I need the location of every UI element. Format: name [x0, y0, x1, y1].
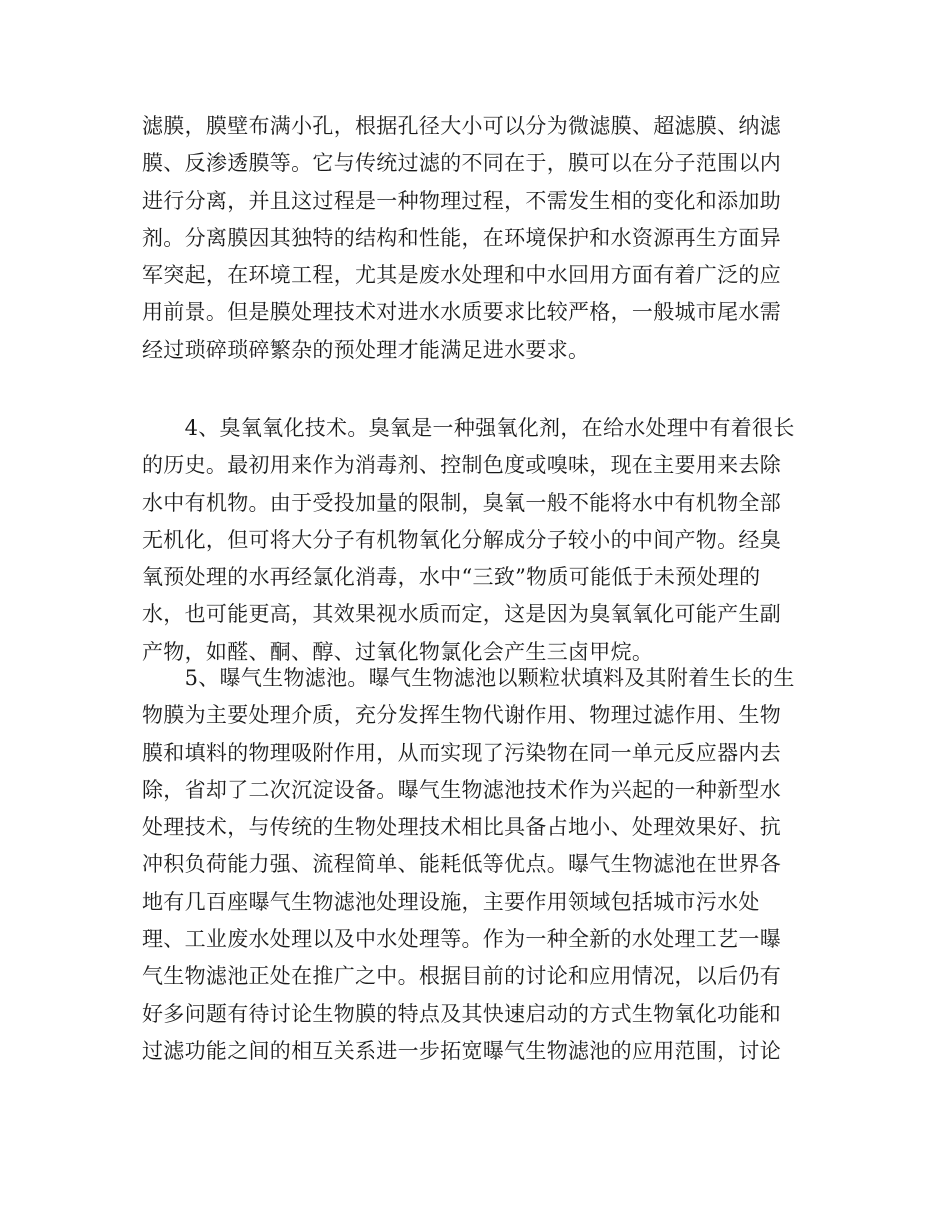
text-line: 进行分离，并且这过程是一种物理过程，不需发生相的变化和添加助 [142, 188, 781, 213]
text-line: 处理技术，与传统的生物处理技术相比具备占地小、处理效果好、抗 [142, 815, 781, 840]
text-line: 物膜为主要处理介质，充分发挥生物代谢作用、物理过滤作用、生物 [142, 703, 781, 728]
text-line: 膜和填料的物理吸附作用，从而实现了污染物在同一单元反应器内去 [142, 740, 781, 765]
text-line: 的历史。最初用来作为消毒剂、控制色度或嗅味，现在主要用来去除 [142, 453, 781, 478]
text-line: 好多问题有待讨论生物膜的特点及其快速启动的方式生物氧化功能和 [142, 1001, 781, 1026]
text-line: 理、工业废水处理以及中水处理等。作为一种全新的水处理工艺一曝 [142, 927, 781, 952]
text-line: 除，省却了二次沉淀设备。曝气生物滤池技术作为兴起的一种新型水 [142, 777, 781, 802]
text-line: 5、曝气生物滤池。曝气生物滤池以颗粒状填料及其附着生长的生 [142, 666, 795, 690]
text-line: 产物，如醛、酮、醇、过氧化物氯化会产生三卤甲烷。 [142, 639, 654, 664]
text-line: 用前景。但是膜处理技术对进水水质要求比较严格，一般城市尾水需 [142, 300, 781, 325]
paragraph-ozone-oxidation [142, 410, 822, 671]
text-line: 地有几百座曝气生物滤池处理设施，主要作用领域包括城市污水处 [142, 889, 760, 914]
text-line: 剂。分离膜因其独特的结构和性能，在环境保护和水资源再生方面异 [142, 225, 781, 250]
paragraph-membrane-filtration [142, 108, 822, 369]
text-line: 军突起，在环境工程，尤其是废水处理和中水回用方面有着广泛的应 [142, 263, 781, 288]
paragraph-biological-aerated-filter [142, 660, 822, 1070]
text-line: 经过琐碎琐碎繁杂的预处理才能满足进水要求。 [142, 337, 590, 362]
text-line: 4、臭氧氧化技术。臭氧是一种强氧化剂，在给水处理中有着很长 [142, 416, 795, 440]
text-line: 氧预处理的水再经氯化消毒，水中“三致”物质可能低于未预处理的 [142, 565, 761, 590]
text-line: 滤膜，膜壁布满小孔，根据孔径大小可以分为微滤膜、超滤膜、纳滤 [142, 114, 781, 138]
text-line: 水中有机物。由于受投加量的限制，臭氧一般不能将水中有机物全部 [142, 490, 781, 515]
text-line: 水，也可能更高，其效果视水质而定，这是因为臭氧氧化可能产生副 [142, 602, 781, 627]
text-line: 过滤功能之间的相互关系进一步拓宽曝气生物滤池的应用范围，讨论 [142, 1038, 781, 1063]
text-line: 无机化，但可将大分子有机物氧化分解成分子较小的中间产物。经臭 [142, 527, 781, 552]
text-line: 冲积负荷能力强、流程简单、能耗低等优点。曝气生物滤池在世界各 [142, 852, 781, 877]
text-line: 气生物滤池正处在推广之中。根据目前的讨论和应用情况，以后仍有 [142, 964, 781, 989]
text-line: 膜、反渗透膜等。它与传统过滤的不同在于，膜可以在分子范围以内 [142, 151, 781, 176]
